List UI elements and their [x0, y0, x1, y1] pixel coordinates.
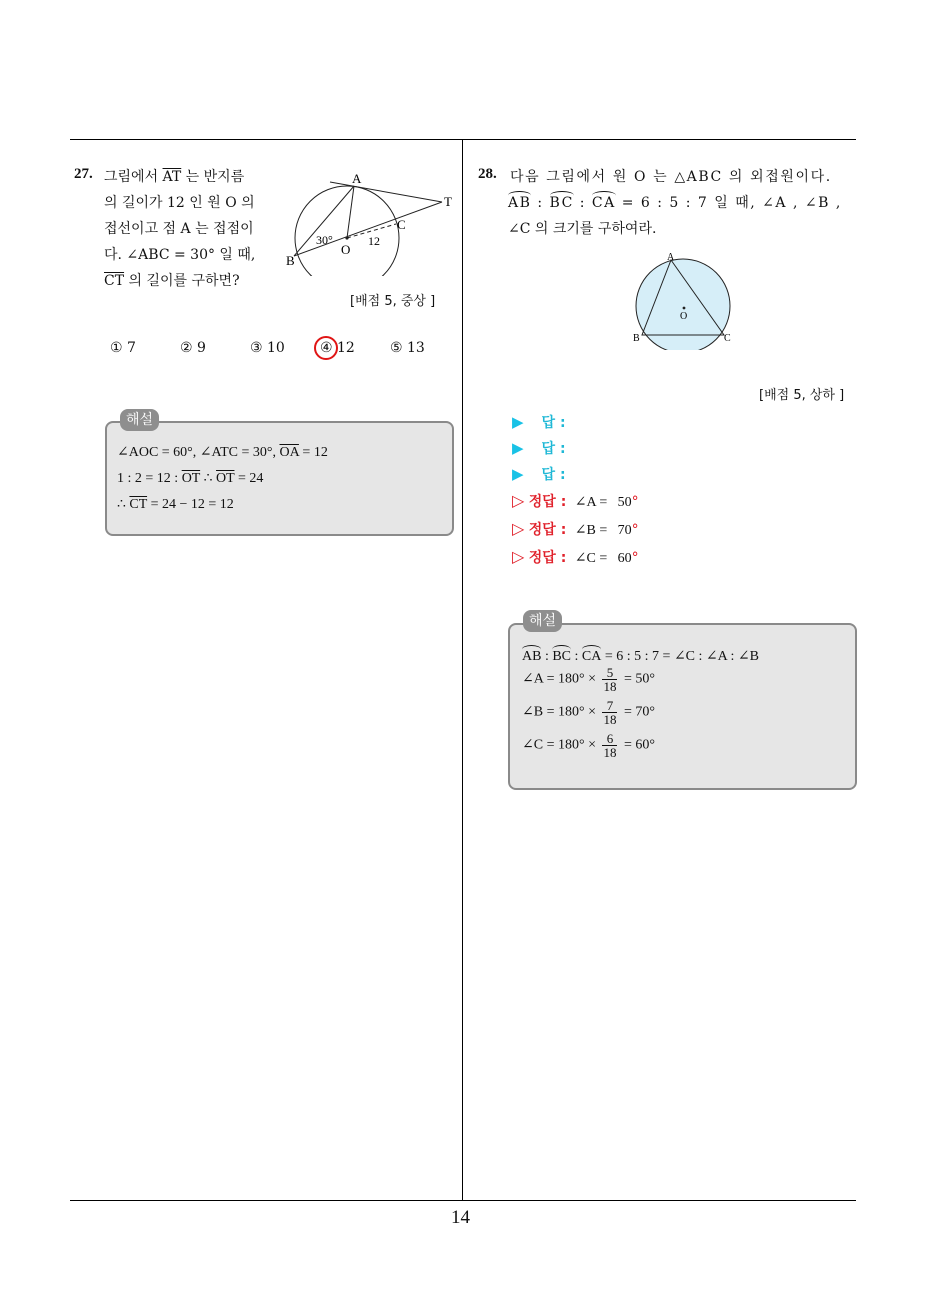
q28-score: [배점 5, 상하 ] [759, 388, 845, 403]
q27-text-line-4: 다. ∠ABC = 30° 일 때, [104, 247, 256, 263]
q27-choice-4[interactable]: ④ 12 [320, 340, 355, 356]
q27-circle-o [295, 186, 399, 276]
q28-explanation-angle-b: ∠B = 180° × $\frac{7}{18}$ = 70° [522, 698, 655, 727]
page-number: 14 [451, 1207, 470, 1228]
q28-circumcircle [636, 259, 730, 350]
q27-number: 27. [74, 166, 93, 182]
correct-arrow-icon: ▷ [512, 491, 525, 510]
q27-text-line-2: 의 길이가 12 인 원 O 의 [104, 195, 255, 211]
q27-label-angle: 30° [316, 233, 333, 247]
q28-label-c: C [724, 333, 731, 344]
q28-label-a: A [667, 252, 675, 263]
q27-label-o: O [341, 242, 351, 257]
q28-label-b: B [633, 333, 640, 344]
q27-figure [282, 168, 462, 276]
q27-text-line-1: 그림에서 $\overline{AT}$ 는 반지름 [104, 169, 245, 185]
arc-ca: CA [591, 195, 616, 211]
q27-score: [배점 5, 중상 ] [350, 294, 436, 309]
q27-center-dot [345, 236, 348, 239]
q27-label-c: C [397, 217, 406, 232]
q28-explanation-angle-a: ∠A = 180° × $\frac{5}{18}$ = 50° [522, 665, 655, 694]
q27-text-line-5: $\overline{CT}$ 의 길이를 구하면? [104, 273, 240, 289]
fraction: $\frac{7}{18}$ [603, 698, 617, 727]
fraction: $\frac{6}{18}$ [603, 731, 617, 760]
q27-explanation-line-1: ∠AOC = 60°, ∠ATC = 30°, $\overline{OA} = 12$ [117, 445, 328, 460]
q28-number: 28. [478, 166, 497, 182]
answer-arrow-icon: ▶ [512, 465, 524, 483]
correct-arrow-icon: ▷ [512, 547, 525, 566]
q27-explanation-tab: 해설 [120, 409, 159, 431]
top-rule [70, 139, 856, 140]
q27-explanation-line-3: ∴ $\overline{CT} = 24 - 12 = 12$ [117, 497, 234, 512]
q28-figure [630, 250, 740, 350]
q28-text-line-3: ∠C 의 크기를 구하여라. [508, 221, 657, 237]
correct-answer-b: ▷ 정답 : ∠B = 70° [512, 519, 639, 538]
q27-label-a: A [352, 171, 362, 186]
q28-explanation-tab: 해설 [523, 610, 562, 632]
fraction: $\frac{5}{18}$ [603, 665, 617, 694]
answer-row-3[interactable]: ▶ 답 : [512, 465, 566, 483]
q27-choice-1[interactable]: ① 7 [110, 340, 136, 356]
answer-arrow-icon: ▶ [512, 439, 524, 457]
q27-segment-ao [347, 186, 354, 238]
answer-arrow-icon: ▶ [512, 413, 524, 431]
q28-text-line-1: 다음 그림에서 원 O 는 △ABC 의 외접원이다. [510, 169, 832, 185]
q28-explanation-angle-c: ∠C = 180° × $\frac{6}{18}$ = 60° [522, 731, 655, 760]
correct-answer-a: ▷ 정답 : ∠A = 50° [512, 491, 639, 510]
q27-label-b: B [286, 253, 295, 268]
q28-explanation-ratio: AB : BC : CA = 6 : 5 : 7 = ∠C : ∠A : ∠B [522, 649, 759, 664]
q28-label-o: O [680, 311, 688, 322]
q28-center-dot [683, 307, 686, 310]
q27-choice-3[interactable]: ③ 10 [250, 340, 285, 356]
selected-answer-circle [314, 336, 338, 360]
correct-answer-c: ▷ 정답 : ∠C = 60° [512, 547, 639, 566]
q27-tangent-at [330, 182, 442, 202]
q27-choice-2[interactable]: ② 9 [180, 340, 206, 356]
answer-row-2[interactable]: ▶ 답 : [512, 439, 566, 457]
q27-label-radius: 12 [368, 234, 380, 248]
answer-row-1[interactable]: ▶ 답 : [512, 413, 566, 431]
q27-choice-5[interactable]: ⑤ 13 [390, 340, 425, 356]
arc-ab: AB [508, 195, 532, 211]
correct-arrow-icon: ▷ [512, 519, 525, 538]
q27-text-line-3: 접선이고 점 A 는 접점이 [104, 221, 254, 237]
q27-explanation-line-2: 1 : 2 = 12 : $\overline{OT}$ ∴ $\overline{OT} = 24$ [117, 471, 264, 486]
q27-label-t: T [444, 194, 452, 209]
bottom-rule [70, 1200, 856, 1201]
q28-text-line-2: AB : BC : CA = 6 : 5 : 7 일 때, ∠A , ∠B , [508, 195, 842, 211]
column-divider [462, 139, 463, 1201]
arc-bc: BC [549, 195, 574, 211]
